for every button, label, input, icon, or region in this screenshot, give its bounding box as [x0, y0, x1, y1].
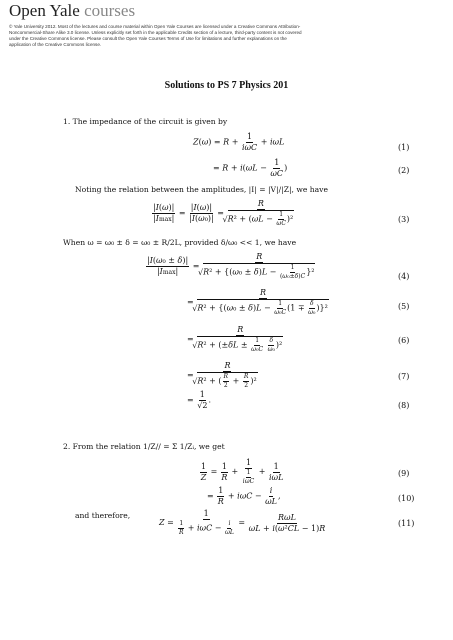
equation-number: (6)	[398, 336, 410, 345]
document-title: Solutions to PS 7 Physics 201	[164, 80, 289, 91]
equation-number: (4)	[398, 272, 410, 281]
equation-3: $\frac{|I(\omega)|}{|Imax|}$ = $\frac{|I(\omega)|}{\text{|I(ω₀)|}}$ = R √ R² + (ωL − $\frac{1}{\omega C}$ )²	[151, 200, 295, 227]
equation-1: Z(ω) = R + $\frac{1}{\text{iωC}}$ + iωL	[193, 132, 285, 152]
equation-4: $\frac{\text{|I(ω₀ ± δ)|}}{|Imax|}$ = R √ R² + {(ω₀ ± δ)L − $\frac{1}{\text{(ω₀±δ)C}}$ }²	[145, 253, 316, 280]
equation-number: (5)	[398, 302, 410, 311]
equation-number: (2)	[398, 166, 410, 175]
problem-1-when: When ω = ω₀ ± δ = ω₀ ± R/2L, provided δ/ω₀ << 1, we have	[63, 238, 297, 247]
problem-1-noting: Noting the relation between the amplitudes, |I| = |V|/|Z|, we have	[75, 185, 328, 194]
equation-number: (3)	[398, 215, 410, 224]
equation-number: (11)	[398, 519, 415, 528]
equation-number: (1)	[398, 143, 410, 152]
equation-number: (7)	[398, 372, 410, 381]
problem-2-therefore: and therefore,	[75, 511, 131, 520]
equation-6: = R √ R² + (±δL ± $\frac{1}{\text{ω₀C}}$ $\frac{\delta}{\text{ω₀}}$ )²	[187, 326, 284, 353]
equation-number: (9)	[398, 469, 410, 478]
problem-1-intro: 1. The impedance of the circuit is given by	[63, 117, 228, 126]
equation-7: = R √ R² + ( $\frac{R}{2}$ + $\frac{R}{2}$ )²	[187, 362, 259, 389]
open-yale-courses-logo	[9, 1, 135, 21]
equation-2: = R + i(ωL − $\frac{1}{\omega C}$ )	[213, 158, 288, 178]
brand-bold: Open Yale	[9, 1, 80, 20]
equation-5: = R √ R² + {(ω₀ ± δ)L − $\frac{1}{\text{ω₀C}}$ (1 ∓ $\frac{\delta}{\text{ω₀}}$ )}²	[187, 289, 330, 316]
equation-number: (8)	[398, 401, 410, 410]
equation-11: Z = 1 $\frac{1}{R}$ + iωC − $\frac{i}{\omega L}$ = $\frac{\text{RωL}}{\text{ωL + i(ω²CL − 1)R}}$	[159, 509, 326, 536]
equation-9: $\frac{1}{Z}$ = $\frac{1}{R}$ + $\frac{1}{\frac{1}{\text{iωC}}}$ + $\frac{1}{\text{iωL}}$	[200, 458, 284, 485]
equation-8: = $\frac{1}{√2}$ .	[187, 390, 211, 410]
brand-light: courses	[79, 1, 136, 20]
problem-2-intro: 2. From the relation 1/Z// = Σ 1/Zᵢ, we get	[63, 442, 225, 451]
equation-10: = $\frac{1}{R}$ + iωC − $\frac{i}{\omega L}$ ,	[207, 486, 281, 506]
equation-number: (10)	[398, 494, 415, 503]
license-notice: © Yale University 2012. Most of the lectures and course material within Open Yale Courses are licensed under a Creative Commons Attribution-Noncommercial-Share Alike 3.0 license. Unless explicitly set forth in the applicable Credits section of a lecture, third-party content is not covered under the Creative Commons license. Please consult the Open Yale Courses Terms of Use for limitations and further explanations on the application of the Creative Commons license.	[9, 24, 302, 48]
